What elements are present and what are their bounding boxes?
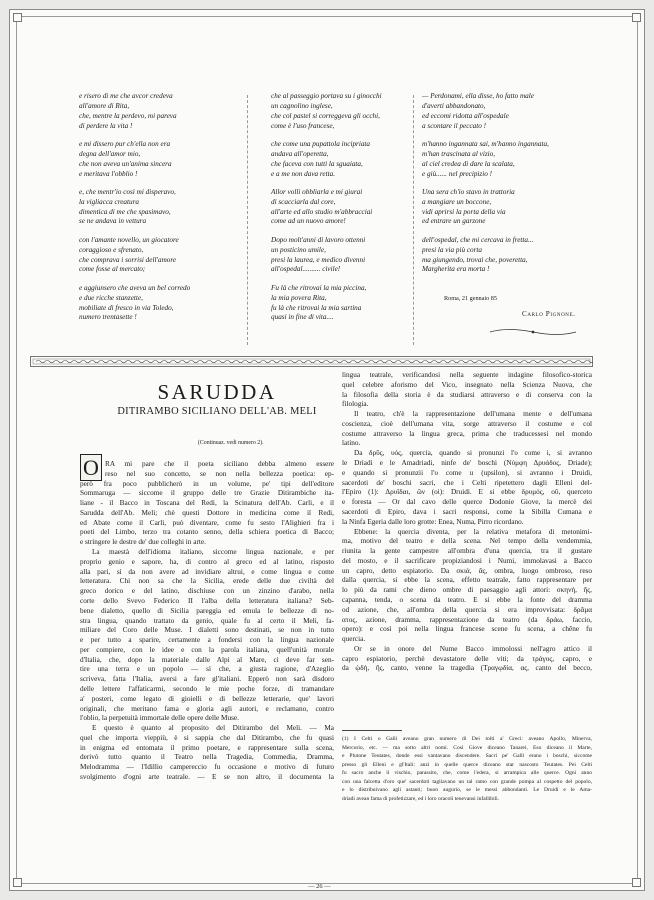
poem-line: Dopo molt'anni di lavoro ottenni (271, 235, 366, 244)
body-line: e stringere le destre de' due colleghi in arte. (80, 538, 206, 547)
poem-line: che come una pupattola incipriata (271, 139, 371, 148)
poem-line: all'arte ed allo studio m'abbracciai (271, 207, 373, 216)
body-line: greco dorico e del latino, dischiuse con un zinzino d'arabo, nella (80, 587, 334, 596)
poem-stanza (422, 188, 582, 227)
body-line: ma, motivo del teatro e della scena. Nel tempo della vendemmia, (342, 537, 592, 546)
poem-column-2 (271, 92, 421, 332)
poem-line: Una sera ch'io stavo in trattoria (422, 187, 515, 196)
body-line: e foresta — Or dal cavo delle querce Dodonie Giove, la mercè dei (342, 498, 592, 507)
body-line: bene dialetto, quello di Sicilia pareggia ed emula le bellezze di no- (80, 606, 334, 615)
body-line: latino. (342, 439, 361, 448)
poem-line: ed entrare un garzone (422, 217, 486, 226)
body-line: ed Abate come il Carli, può diventare, come fu sesto l'Alighieri fra i (80, 518, 334, 527)
footnote-line: Mercurio, etc. — ma sotto altri nomi. Così Giove diceano Tanarei, Eso diceano il Marte, (342, 744, 592, 751)
poem-line: con l'amante novello, un giocatore (79, 235, 179, 244)
body-line: del mosto, e il sacrificare propiziandosi i Numi, immolavasi a Bacco (342, 556, 592, 565)
body-line: la filosofia della storia è da studiarsi attraverso e di conserva con la (342, 390, 592, 399)
body-line: ατος, azione, dramma, rappresentazione da teatro (da δράω, faccio, (342, 615, 592, 624)
poem-stanza (271, 188, 421, 227)
body-line: l'oblio, la perpetuità immortale delle opere delle Muse. (80, 714, 239, 723)
body-line: Da δρῦς, υός, quercia, quando si pronunzi l'υ come i, si avranno (354, 449, 592, 458)
poem-stanza (422, 236, 582, 275)
body-line: e quando si pronunzii l'υ come u (upsilon), si avranno i Druidi, (342, 468, 592, 477)
body-line: per compiere, con le idee e con la parola italiana, quell'unità morale (80, 645, 334, 654)
body-line: miliare del Coro delle Muse. I dialetti sono destinati, se non in tutto (80, 626, 334, 635)
poem-line: all'amore di Rita, (79, 101, 130, 110)
poem-line: un posticino umile, (271, 245, 326, 254)
poem-line: vidi aprirsi la porta della via (422, 207, 506, 216)
article-title: SARUDDA (157, 380, 277, 404)
body-line: opero): e così poi nella lingua francese scene fu scena, a chêne fu (342, 625, 592, 634)
poem-stanza (79, 284, 239, 323)
poem-stanza (271, 92, 421, 131)
body-line: quel celebre aforismo del Vico, insegnato nella Scienza Nuova, che (342, 380, 592, 389)
body-line: lingua teatrale, verificandosi nella seguente indagine filosofico-storica (342, 371, 592, 379)
body-line: reso nel suo concetto, se non nella bellezza poetica: ep- (105, 469, 334, 478)
poem-line: e risero di me che avcor credeva (79, 92, 173, 100)
poem-line: e due ricche stanzette, (79, 293, 143, 302)
poem-line: di perdere la vita ! (79, 121, 133, 130)
column-rule (413, 95, 414, 345)
body-line: a' posteri, come legato di gioielli e di bellezze letterarie, que' lavori (80, 694, 334, 703)
poem-line: che al passeggio portava su i ginocchi (271, 92, 382, 100)
footnote-rule (342, 730, 402, 731)
body-line: tire una terra e un popolo — sì che, a giusta ragione, d'Azeglio (80, 665, 334, 674)
body-line: scriveva, fatta l'Italia, aversi a fare gl'italiani. Epperò non sarà disdoro (80, 675, 334, 684)
body-line: da ᾠδή, ῆς, canto, venne la tragedia (Τραγῳδία, ας, canto del becco, (342, 664, 592, 673)
corner-ornament (632, 878, 641, 887)
poem-stanza (422, 140, 582, 179)
body-line: la Ninfa Egeria dalle loro grotte: Enea, Numa, Pirro ricordano. (342, 517, 524, 526)
corner-ornament (13, 13, 22, 22)
poem-line: e a me non dava retta. (271, 169, 336, 178)
poem-line: come ad un nuovo amore! (271, 217, 346, 226)
body-line: in enigma ed entomata il primo poetare, e rappresentare sulla scena, (80, 743, 334, 752)
corner-ornament (632, 13, 641, 22)
poem-line: che non aveva un'anima sincera (79, 159, 172, 168)
poem-stanza (79, 236, 239, 275)
article-left-column (80, 460, 334, 783)
poem-place-date: Roma, 21 gennaio 85 (444, 295, 497, 302)
body-line: stra lingua, quando trattato da genio, quale fu al certo il Meli, fa- (80, 616, 334, 625)
poem-line: di scacciarla dal core, (271, 197, 336, 206)
poem-line: fu là che ritrovai la mia sartina (271, 303, 362, 312)
poem-line: se ne andava in vettura (79, 217, 147, 226)
body-line: od azione, che, all'ombra della quercia si era improvvisata: δρᾶμα (342, 605, 592, 614)
body-line: filologia. (342, 400, 369, 409)
signature-flourish (488, 327, 578, 337)
body-line: riunita la gente campestre all'ombra d'una quercia, tra il gustare (342, 547, 592, 556)
drop-cap: O (80, 454, 102, 481)
poem-line: Allor volli obbliarla e mi giurai (271, 187, 363, 196)
footnote (342, 735, 592, 803)
body-line: sacerdoti di Epiro, dava i sacri responsi, come la Sibilla Cumana e (342, 507, 592, 516)
poem-line: che comprava i sorrisi dell'amore (79, 255, 177, 264)
poem-line: dell'ospedal, che mi cercava in fretta... (422, 235, 534, 244)
poem-line: che faceva con tutti la sguaiata, (271, 159, 363, 168)
body-line: E questo è quanto al proposito del Ditirambo del Meli. — Ma (92, 724, 334, 733)
poem-column-3 (422, 92, 582, 284)
poem-line: e, che mentr'io così mi disperavo, (79, 187, 176, 196)
poem-line: al ciel credea di dare la scalata, (422, 159, 515, 168)
poem-line: la vigliacca creatura (79, 197, 140, 206)
body-line: e per tutto a sparire, certamente a fondersi con la lingua nazionale (80, 636, 334, 645)
footnote-line: fu sacro anche il vischio, parassito, che, come l'edera, si arrampica alle querce. Ogni anno (342, 770, 592, 777)
footnote-line: presso gli Elleni e gl'Itali: anzi in quelle querce diceano star nascosto Teutates. Pei Celti (342, 761, 592, 768)
poem-line: quasi in fine di vita.... (271, 313, 334, 322)
poem-line: Margherita era morta ! (422, 265, 490, 274)
body-line: originali, che meritano fama e gloria agli autori, e reclamano, contro (80, 704, 334, 713)
body-line: delle lettere l'affaticarmi, secondo le mie poche forze, di tramandare (80, 684, 334, 693)
poem-line: presi la laurea, e medico divenni (271, 255, 366, 264)
body-line: coscienza, cioè dell'umana vita, sorge attraverso il costume e col (342, 419, 592, 428)
poem-stanza (271, 140, 421, 179)
body-line: Melodramma — l'Idillio campereccio fu occasione e motivo di futuro (80, 763, 334, 772)
body-line: l'Epiro (1): Δρυΐδαι, ῶν (οἱ): Druidi. E si ebbe δρυμός, οῦ, querceto (342, 488, 592, 497)
poem-line: Fu là che ritrovai la mia piccina, (271, 283, 367, 292)
body-line: quel che importa vieppiù, è si sappia che dal Ditirambo, che fu quasi (80, 733, 334, 742)
body-line: RA mi pare che il poeta siciliano debba almeno essere (105, 460, 334, 468)
poem-stanza (79, 188, 239, 227)
poem-stanza (271, 284, 421, 323)
footnote-line: e lo distribuivano agli astanti; buon augurio, se le messi abbondanti. Le Druidi e le Ama- (342, 787, 592, 794)
poem-stanza (79, 92, 239, 131)
poem-line: ma giungendo, trovai che, poveretta, (422, 255, 528, 264)
body-line: poeti del Limbo, terzo tra cotanto senno, della schiera poetica di Bacco; (80, 528, 334, 537)
poem-line: mobiliate di fresco in via Toledo, (79, 303, 174, 312)
body-line: le Driadi e le Amadriadi, ninfe de' boschi (Νύμφη Δρυάδος, Driade); (342, 459, 592, 468)
body-line: La maestà dell'idioma italiano, siccome lingua nazionale, e per (92, 548, 334, 557)
poem-line: e meritava l'obblio ! (79, 169, 138, 178)
body-line: proprio genio e sapore, ha, di contro al greco ed al latino, risposto (80, 557, 334, 566)
poem-line: la mia povera Rita, (271, 293, 327, 302)
body-line: un capro, detto espiatorio. Da σκιά, ᾶς, ombra, luogo ombroso, reso (342, 566, 592, 575)
body-line: liane - il Bacco in Toscana del Redi, la Scinatura dell'Ab. Carli, e il (80, 499, 334, 508)
body-line: letteratura. Chi non sa che la Sicilia, erede delle due civiltà del (80, 577, 334, 586)
body-line: Il teatro, ch'è la rappresentazione dell'umana mente e dell'umana (354, 410, 592, 419)
poem-line: a mangiare un boccone, (422, 197, 492, 206)
poem-line: m'hanno ingannata sai, m'hanno ingannata, (422, 139, 549, 148)
body-line: corte dello Svevo Federico II l'alba della letteratura italiana? Seb- (80, 596, 334, 605)
body-line: sacerdoti de' boschi sacri, che i Celti ripetettero dagli Elleni del- (342, 478, 592, 487)
poem-line: come è l'uso francese, (271, 121, 335, 130)
poem-line: e aggiunsero che aveva un bel corredo (79, 283, 191, 292)
poem-line: un cagnolino inglese, (271, 101, 333, 110)
poem-line: — Perdonami, ella disse, ho fatto male (422, 92, 534, 100)
article-subtitle: DITIRAMBO SICILIANO DELL'AB. MELI (117, 406, 317, 417)
poem-line: come fosse al mercato; (79, 265, 146, 274)
body-line: però fra poco pubblicherò in un volume, pe' tipi dell'editore (80, 479, 334, 488)
page-number: — 26 — (308, 883, 331, 890)
body-line: Or se in onore del Nume Bacco immolossi nell'agro attico il (354, 644, 592, 653)
poem-stanza (271, 236, 421, 275)
continuation-note: (Continuaz. vedi numero 2). (198, 440, 264, 446)
body-line: quercia. (342, 635, 366, 644)
footnote-line: con una falcetta d'oro que' sacerdoti tagliavano un tal ramo con grande pompa al cospetto del popolo, (342, 778, 592, 785)
poem-line: presi la via più corta (422, 245, 483, 254)
poem-line: e giù...... nel precipizio ! (422, 169, 492, 178)
poem-column-1 (79, 92, 239, 332)
poem-line: coraggioso e sfrenato, (79, 245, 144, 254)
poem-line: che, mentre la perdevo, mi pareva (79, 111, 177, 120)
poem-stanza (79, 140, 239, 179)
body-line: Sarudda dell'Ab. Meli; chè questi Dottore in medicina come il Redi, (80, 508, 334, 517)
article-right-column (342, 371, 592, 674)
body-line: capanna, tenda, o scena da teatro. E si ebbe la fonte del dramma (342, 595, 592, 604)
poem-line: all'ospedal.......... civile! (271, 265, 341, 274)
footnote-line: driadi avean fama di profetizzare, ed i loro oracoli tenevansi infallibili. (342, 795, 500, 802)
poem-author: Carlo Pignone. (522, 310, 576, 318)
poem-line: e mi dissero pur ch'ella non era (79, 139, 171, 148)
column-rule (247, 95, 248, 345)
poem-line: andava all'operetta, (271, 149, 329, 158)
footnote-line: e Plutone Teutates, donde essi vantavano discendere. Sacri pe' Galli erano i boschi, siccome (342, 753, 592, 760)
footnote-line: (1) I Celti o Galli aveano gran numero di Dei tolti a' Greci: aveano Apollo, Minerva, (342, 736, 592, 742)
body-line: costume attraverso la lingua greca, prima che traducessesi nel mondo (342, 429, 592, 438)
body-line: svolgimento d'ogni arte teatrale. — E se non altro, il documenta la (80, 773, 334, 781)
poem-line: m'han trascinata al vizio, (422, 149, 496, 158)
body-line: d'Italia, che, dopo la materiale dalle Alpi al Mare, ci deve far sen- (80, 655, 334, 664)
ornamental-divider (30, 356, 593, 367)
body-line: lo più da rami che dieno ombre di paesaggio agli attori: σκηνή, ῆς, (342, 586, 592, 595)
body-line: Sommaruga — siccome il gruppo delle tre Grazie Ditirambiche ita- (80, 489, 334, 498)
body-line: derivò tutto quanto il Teatro nella Tragedia, Commedia, Dramma, (80, 753, 334, 762)
body-line: dalla quercia, si ebbe la scena, effetto teatrale, fatto rappresentare per (342, 576, 592, 585)
poem-line: degna dell'amor mio, (79, 149, 141, 158)
poem-line: numero trentasette ! (79, 313, 137, 322)
poem-stanza (422, 92, 582, 131)
body-line: alla pari, sì da non avere ad invidiare altrui, e come lingua e come (80, 567, 334, 576)
body-line: Ebbene: la quercia diventa, per la relativa metafora di metonimi- (354, 527, 592, 536)
body-line: capro espiatorio, perchè devastatore delle viti; da τράγος, capro, e (342, 654, 592, 663)
poem-line: ed eccomi ridotta all'ospedale (422, 111, 509, 120)
poem-line: d'averti abbandonato, (422, 101, 486, 110)
poem-line: che col pastel si correggeva gli occhi, (271, 111, 380, 120)
poem-line: a scontare il peccato ! (422, 121, 487, 130)
poem-line: dimentica di me che spasimavo, (79, 207, 171, 216)
corner-ornament (13, 878, 22, 887)
